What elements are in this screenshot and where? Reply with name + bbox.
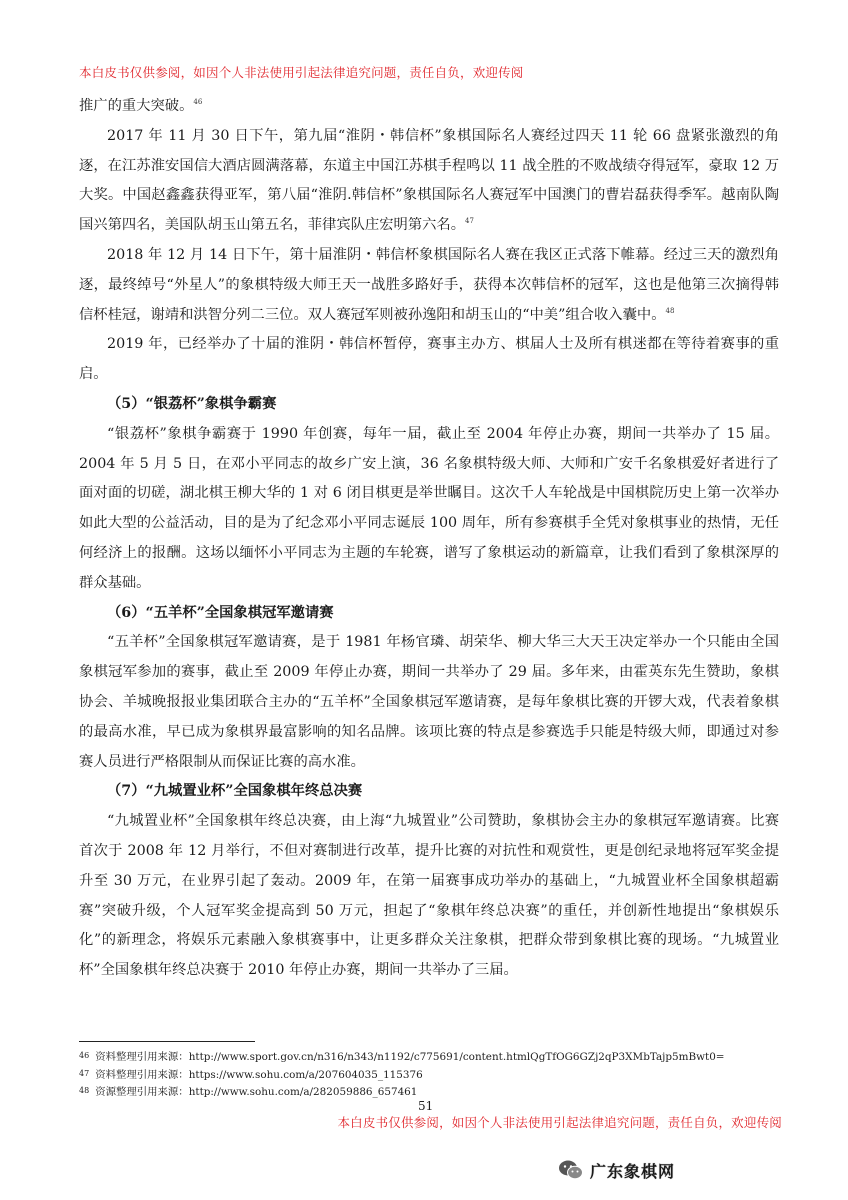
paragraph: 2019 年，已经举办了十届的淮阴・韩信杯暂停，赛事主办方、棋届人士及所有棋迷都在等待着赛事的重启。 (79, 336, 779, 383)
footnote: 46 资料整理引用来源：http://www.sport.gov.cn/n316/n343/n1192/c775691/content.htmlQgTfOG6GZj2qP3XMbTajp5mBwt0= (79, 1051, 725, 1063)
footnote-ref[interactable]: 46 (193, 98, 203, 106)
section-heading: （7）“九城置业杯”全国象棋年终总决赛 (107, 783, 363, 800)
paragraph: “五羊杯”全国象棋冠军邀请赛，是于 1981 年杨官璘、胡荣华、柳大华三大天王决定举办一个只能由全国象棋冠军参加的赛事，截止至 2009 年停止办赛，期间一共举办了 29 届。多年来，由霍英东先生赞助，象棋协会、羊城晚报报业集团联合主办的“五羊杯”全国象棋冠军邀请赛，是每年象棋比赛的开锣大戏，代表着象棋的最高水准，早已成为象棋界最富影响的知名品牌。该项比赛的特点是参赛选手只能是特级大师，即通过对参赛人员进行严格限制从而保证比赛的高水准。 (79, 634, 779, 770)
paragraph: 推广的重大突破。$^{46}$ (79, 98, 203, 114)
watermark-text: 广东象棋网 (590, 1161, 676, 1181)
document-body (79, 92, 779, 986)
paragraph: 2017 年 11 月 30 日下午，第九届“淮阴・韩信杯”象棋国际名人赛经过四天 11 轮 66 盘紧张激烈的角逐，在江苏淮安国信大酒店圆满落幕，东道主中国江苏棋手程鸣以 11 战全胜的不败战绩夺得冠军，豪取 12 万大奖。中国赵鑫鑫获得亚军，第八届“淮阴.韩信杯”象棋国际名人赛冠军中国澳门的曹岩磊获得季军。越南队陶国兴第四名，美国队胡玉山第五名，菲律宾队庄宏明第六名。$^{47}$ (79, 127, 779, 234)
footnotes (79, 1048, 799, 1101)
footer-disclaimer: 本白皮书仅供参阅，如因个人非法使用引起法律追究问题，责任自负，欢迎传阅 (337, 1115, 782, 1130)
section-heading: （6）“五羊杯”全国象棋冠军邀请赛 (107, 604, 334, 621)
wechat-icon (558, 1159, 584, 1181)
footnote: 48 资源整理引用来源：http://www.sohu.com/a/282059886_657461 (79, 1086, 418, 1098)
footnote-ref[interactable]: 48 (665, 306, 675, 315)
footnote-text[interactable]: 资料整理引用来源：http://www.sport.gov.cn/n316/n343/n1192/c775691/content.htmlQgTfOG6GZj2qP3XMbTajp5mBwt0= (95, 1051, 725, 1063)
section-heading: （5）“银荔杯”象棋争霸赛 (107, 395, 277, 412)
footnote-divider (79, 1041, 255, 1042)
footnote: 47 资料整理引用来源：https://www.sohu.com/a/207604035_115376 (79, 1068, 423, 1081)
footnote-ref[interactable]: 47 (465, 217, 474, 226)
header-disclaimer: 本白皮书仅供参阅，如因个人非法使用引起法律追究问题，责任自负，欢迎传阅 (79, 65, 524, 80)
footnote-text[interactable]: 资料整理引用来源：https://www.sohu.com/a/207604035_115376 (95, 1068, 423, 1081)
page-number: 51 (418, 1099, 434, 1113)
paragraph: “银荔杯”象棋争霸赛于 1990 年创赛，每年一届，截止至 2004 年停止办赛，期间一共举办了 15 届。2004 年 5 月 5 日，在邓小平同志的故乡广安上演，36 名象棋特级大师、大师和广安千名象棋爱好者进行了面对面的切磋，湖北棋王柳大华的 1 对 6 闭目棋更是举世瞩目。这次千人车轮战是中国棋院历史上第一次举办如此大型的公益活动，目的是为了纪念邓小平同志诞辰 100 周年，所有参赛棋手全凭对象棋事业的热情，无任何经济上的报酬。这场以缅怀小平同志为主题的车轮赛，谱写了象棋运动的新篇章，让我们看到了象棋深厚的群众基础。 (79, 425, 779, 591)
paragraph: 2018 年 12 月 14 日下午，第十届淮阴・韩信杯象棋国际名人赛在我区正式落下帷幕。经过三天的激烈角逐，最终绰号“外星人”的象棋特级大师王天一战胜多路好手，获得本次韩信杯的冠军，这也是他第三次摘得韩信杯桂冠，谢靖和洪智分列二三位。双人赛冠军则被孙逸阳和胡玉山的“中美”组合收入囊中。$^{48}$ (79, 246, 779, 323)
footnote-text[interactable]: 资源整理引用来源：http://www.sohu.com/a/282059886_657461 (95, 1086, 418, 1098)
watermark (558, 1157, 708, 1183)
paragraph: “九城置业杯”全国象棋年终总决赛，由上海“九城置业”公司赞助，象棋协会主办的象棋冠军邀请赛。比赛首次于 2008 年 12 月举行，不但对赛制进行改革，提升比赛的对抗性和观赏性，更是创纪录地将冠军奖金提升至 30 万元，在业界引起了轰动。2009 年，在第一届赛事成功举办的基础上，“九城置业杯全国象棋超霸赛”突破升级，个人冠军奖金提高到 50 万元，担起了“象棋年终总决赛”的重任，并创新性地提出“象棋娱乐化”的新理念，将娱乐元素融入象棋赛事中，让更多群众关注象棋，把群众带到象棋比赛的现场。“九城置业杯”全国象棋年终总决赛于 2010 年停止办赛，期间一共举办了三届。 (79, 813, 779, 979)
